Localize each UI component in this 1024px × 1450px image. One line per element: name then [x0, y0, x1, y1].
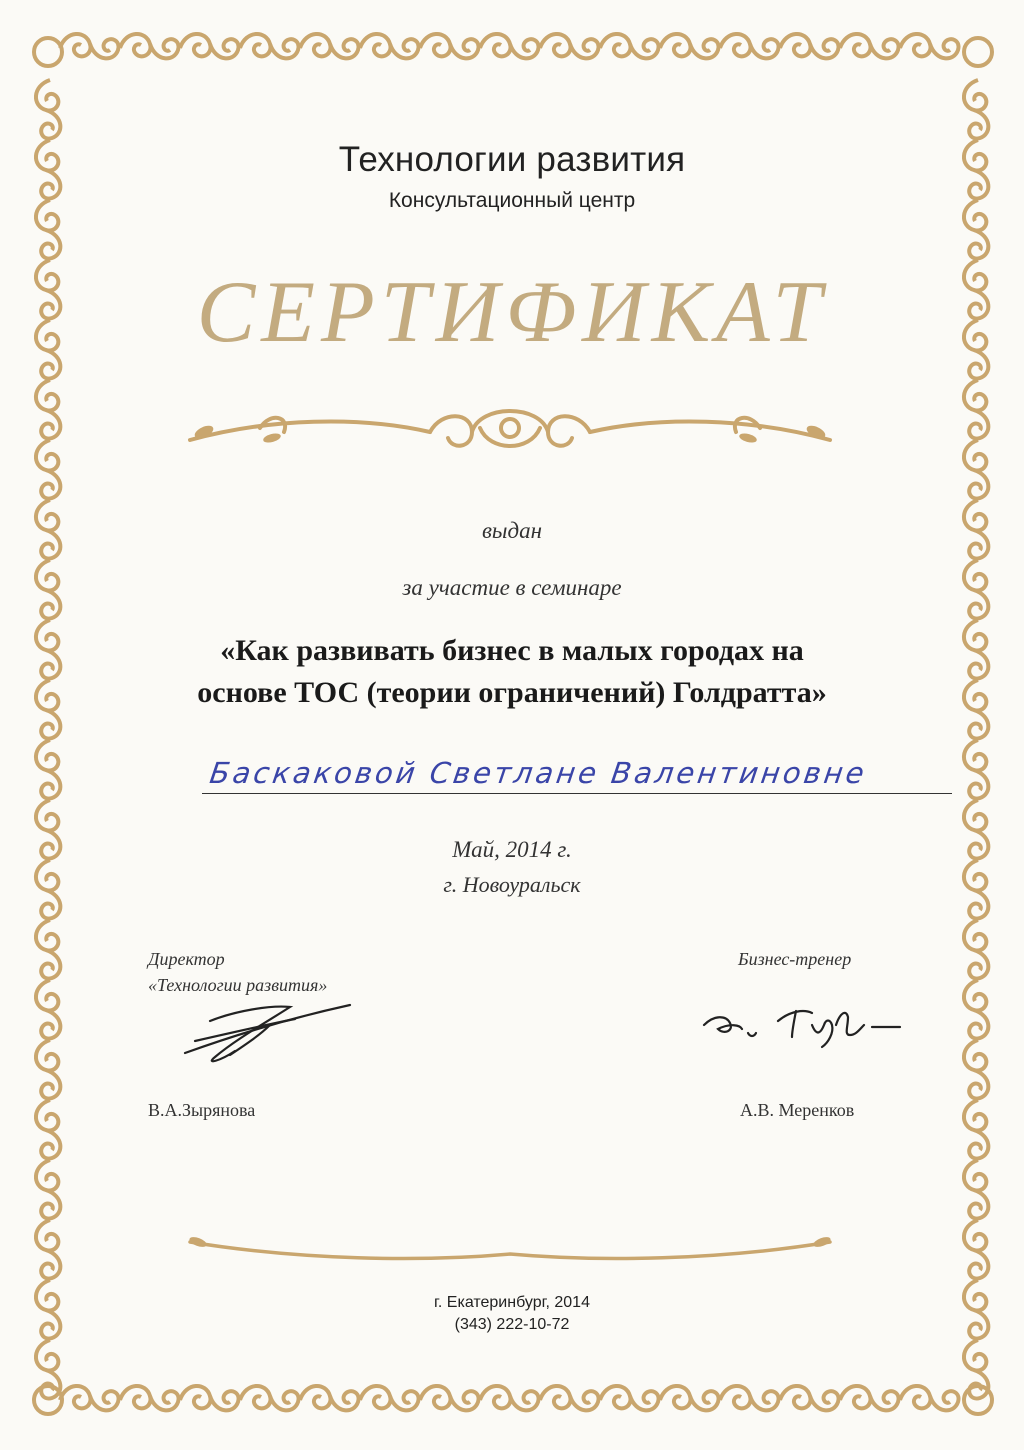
organization-name: Технологии развития [338, 140, 686, 179]
director-role [148, 946, 327, 998]
trainer-role: Бизнес-тренер [738, 949, 852, 969]
recipient-underline [202, 793, 952, 794]
issue-date: Май, 2014 г. [452, 837, 572, 862]
trainer-signature [700, 995, 910, 1055]
footer-city-year: г. Екатеринбург, 2014 [434, 1294, 590, 1311]
issue-place: г. Новоуральск [443, 872, 581, 897]
bottom-flourish-divider [180, 1230, 840, 1270]
trainer-name: А.В. Меренков [740, 1100, 855, 1120]
recipient-name: Баскаковой Светлане Валентиновне [207, 756, 870, 790]
director-name: В.А.Зырянова [148, 1100, 256, 1120]
organization-subtitle: Консультационный центр [388, 189, 636, 212]
participation-reason: за участие в семинаре [402, 575, 622, 600]
director-role-line-2: «Технологии развития» [148, 975, 328, 995]
seminar-title [0, 630, 1024, 714]
director-signature [175, 995, 365, 1070]
title-flourish-divider [180, 398, 840, 468]
seminar-title-line-1: «Как развивать бизнес в малых городах на [220, 634, 804, 667]
issued-label: выдан [481, 518, 543, 543]
director-role-line-1: Директор [148, 949, 225, 969]
certificate-title: СЕРТИФИКАТ [196, 264, 828, 361]
seminar-title-line-2: основе ТОС (теории ограничений) Голдратта» [197, 676, 827, 709]
footer-phone: (343) 222-10-72 [454, 1316, 570, 1333]
